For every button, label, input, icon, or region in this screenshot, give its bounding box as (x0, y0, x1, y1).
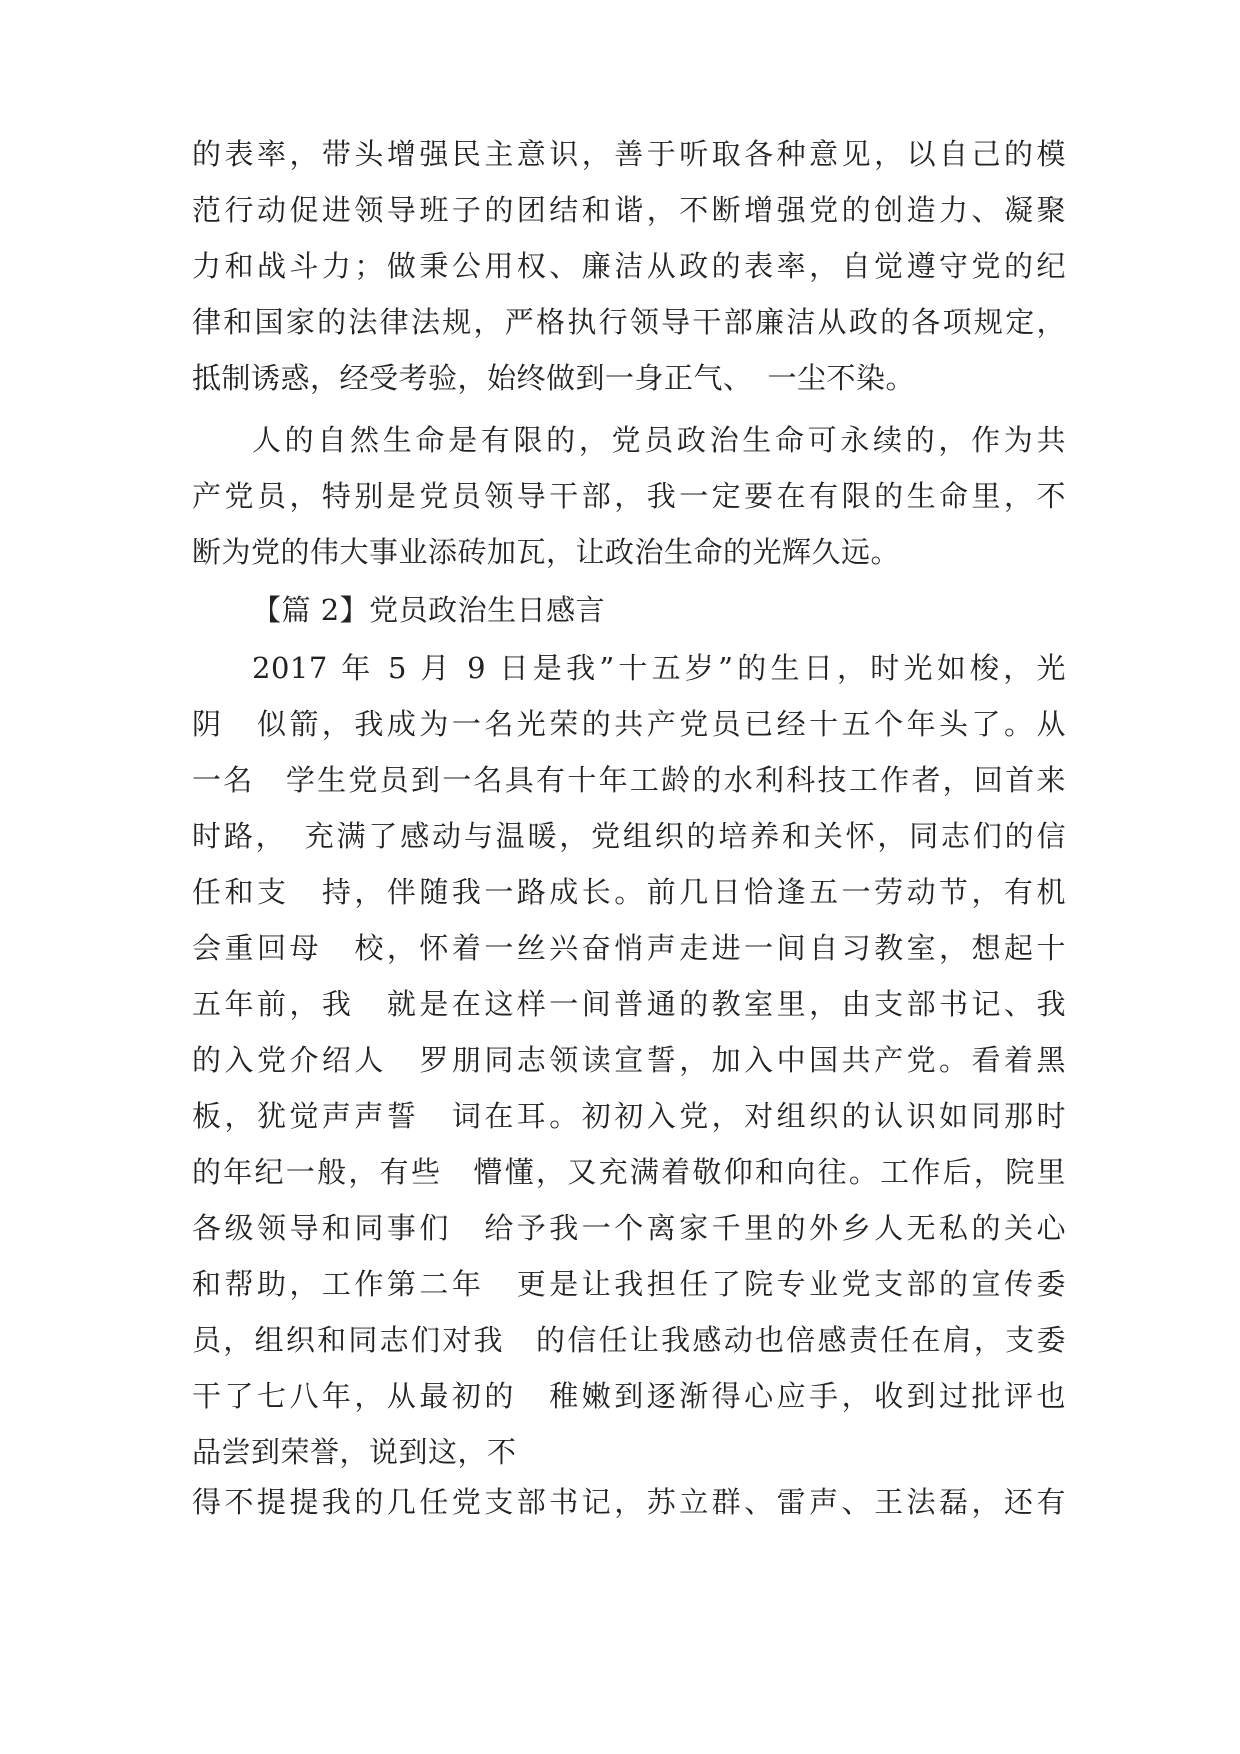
text-line: 断为党的伟大事业添砖加瓦，让政治生命的光辉久远。 (192, 535, 901, 569)
text-line: 律和国家的法律法规，严格执行领导干部廉洁从政的各项规定， (192, 305, 1066, 339)
text-line: 五年前，我 就是在这样一间普通的教室里，由支部书记、我 (192, 987, 1066, 1021)
text-line: 干了七八年，从最初的 稚嫩到逐渐得心应手，收到过批评也 (192, 1379, 1066, 1413)
text-line: 范行动促进领导班子的团结和谐，不断增强党的创造力、凝聚 (192, 193, 1066, 227)
text-line: 的表率，带头增强民主意识，善于听取各种意见，以自己的模 (192, 137, 1066, 171)
text-line: 力和战斗力；做秉公用权、廉洁从政的表率，自觉遵守党的纪 (192, 249, 1066, 283)
text-line: 品尝到荣誉，说到这，不 (192, 1435, 517, 1469)
text-line: 员，组织和同志们对我 的信任让我感动也倍感责任在肩，支委 (192, 1323, 1066, 1357)
text-line: 得不提提我的几任党支部书记，苏立群、雷声、王法磊，还有 (192, 1485, 1066, 1519)
text-line: 产党员，特别是党员领导干部，我一定要在有限的生命里，不 (192, 479, 1066, 513)
text-line: 阴 似箭，我成为一名光荣的共产党员已经十五个年头了。从 (192, 707, 1066, 741)
text-line: 一名 学生党员到一名具有十年工龄的水利科技工作者，回首来 (192, 763, 1066, 797)
text-line: 的入党介绍人 罗朋同志领读宣誓，加入中国共产党。看着黑 (192, 1043, 1066, 1077)
text-line: 任和支 持，伴随我一路成长。前几日恰逢五一劳动节，有机 (192, 875, 1066, 909)
text-line: 的年纪一般，有些 懵懂，又充满着敬仰和向往。工作后，院里 (192, 1155, 1066, 1189)
text-line: 会重回母 校，怀着一丝兴奋悄声走进一间自习教室，想起十 (192, 931, 1066, 965)
text-line: 和帮助，工作第二年 更是让我担任了院专业党支部的宣传委 (192, 1267, 1066, 1301)
text-line: 各级领导和同事们 给予我一个离家千里的外乡人无私的关心 (192, 1211, 1066, 1245)
section-heading: 【篇 2】党员政治生日感言 (252, 593, 606, 627)
text-line: 时路， 充满了感动与温暖，党组织的培养和关怀，同志们的信 (192, 819, 1066, 853)
text-line: 抵制诱惑，经受考验，始终做到一身正气、 一尘不染。 (192, 361, 916, 395)
text-line: 2017 年 5 月 9 日是我”十五岁”的生日，时光如梭，光 (252, 651, 1066, 685)
text-line: 人的自然生命是有限的，党员政治生命可永续的，作为共 (252, 423, 1066, 457)
text-line: 板，犹觉声声誓 词在耳。初初入党，对组织的认识如同那时 (192, 1099, 1066, 1133)
